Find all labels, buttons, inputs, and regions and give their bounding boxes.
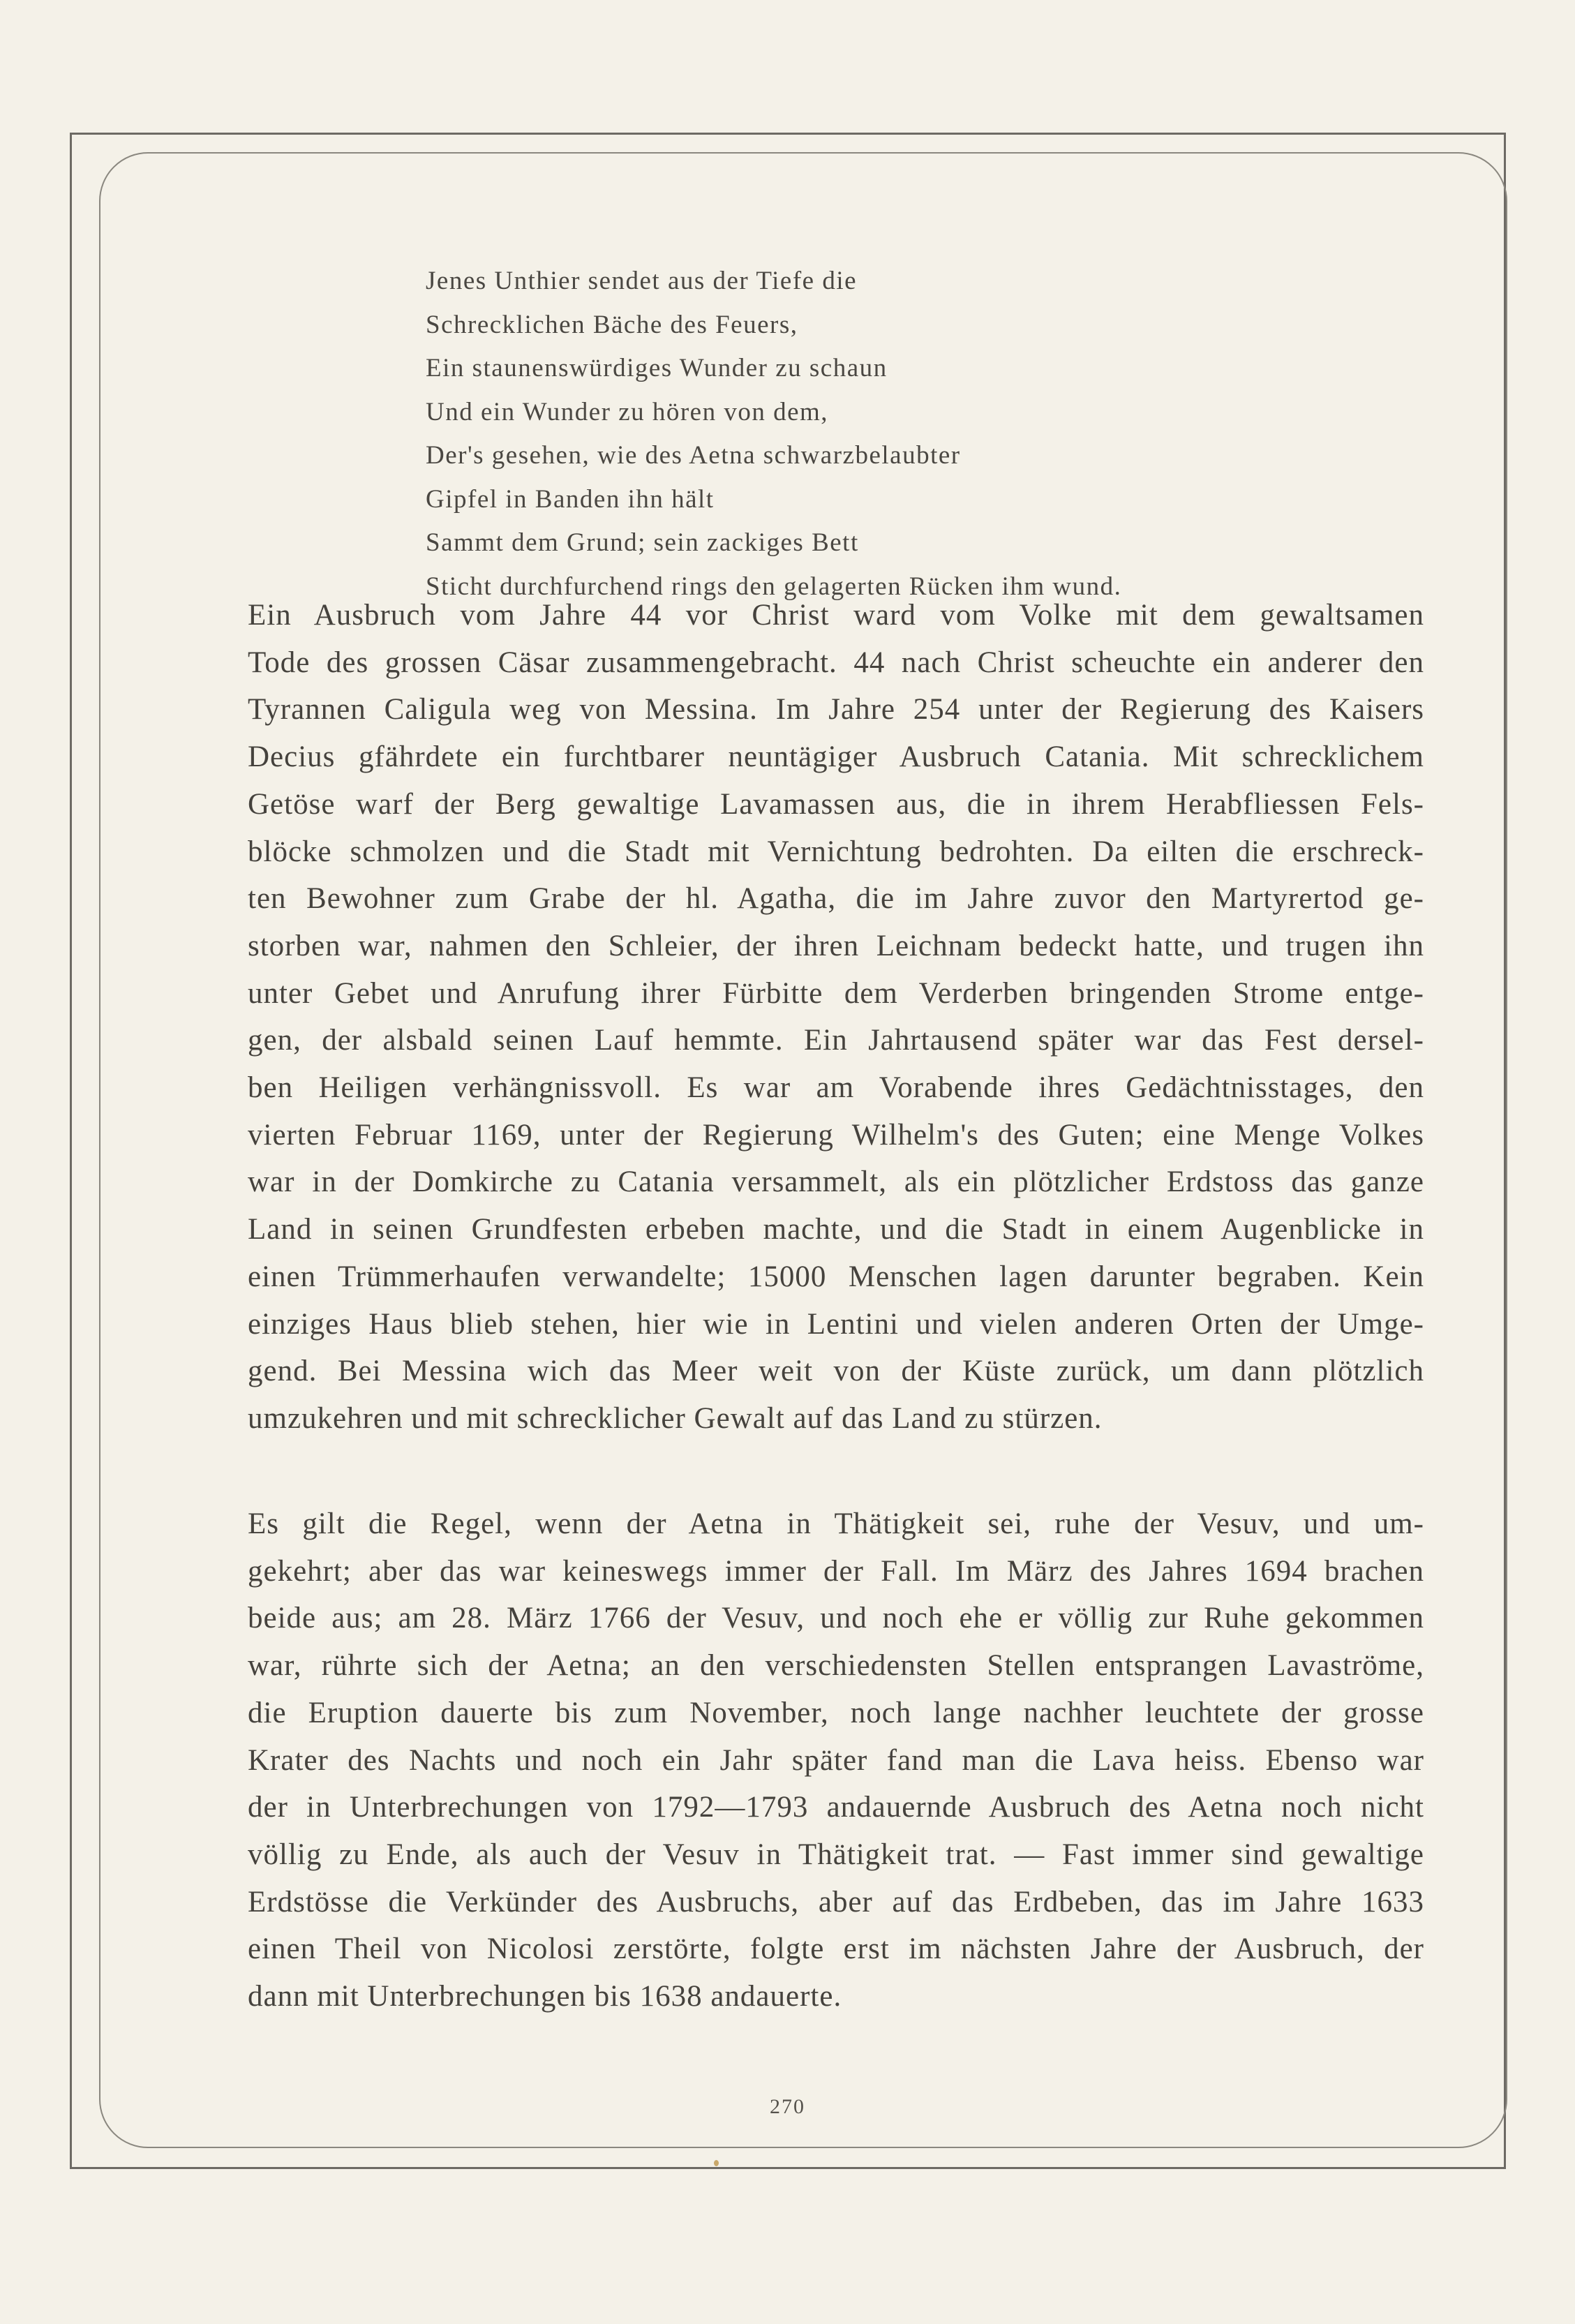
paragraph-line: Tyrannen Caligula weg von Messina. Im Jahre 254 unter der Regierung des Kaisers xyxy=(248,693,1424,727)
paragraph-line: war in der Domkirche zu Catania versammelt, als ein plötzlicher Erdstoss das ganze xyxy=(248,1165,1424,1199)
paragraph-line: Getöse warf der Berg gewaltige Lavamassen aus, die in ihrem Herabfliessen Fels- xyxy=(248,787,1424,821)
poem-block xyxy=(426,260,1333,609)
paragraph-line: Ein Ausbruch vom Jahre 44 vor Christ ward vom Volke mit dem gewaltsamen xyxy=(248,599,1424,632)
paragraph-line: einen Theil von Nicolosi zerstörte, folgte erst im nächsten Jahre der Ausbruch, der xyxy=(248,1932,1424,1966)
paragraph-line: einen Trümmerhaufen verwandelte; 15000 Menschen lagen darunter begraben. Kein xyxy=(248,1260,1424,1293)
poem-line: Ein staunenswürdiges Wunder zu schaun xyxy=(426,354,888,382)
page-number: 270 xyxy=(770,2095,805,2118)
poem-line: Schrecklichen Bäche des Feuers, xyxy=(426,310,798,339)
paragraph-line: beide aus; am 28. März 1766 der Vesuv, und noch ehe er völlig zur Ruhe gekommen xyxy=(248,1602,1424,1635)
poem-line: Gipfel in Banden ihn hält xyxy=(426,484,715,514)
paragraph-line: umzukehren und mit schrecklicher Gewalt auf das Land zu stürzen. xyxy=(248,1401,1103,1435)
paragraph-line: der in Unterbrechungen von 1792—1793 andauernde Ausbruch des Aetna noch nicht xyxy=(248,1791,1424,1824)
paragraph-line: völlig zu Ende, als auch der Vesuv in Thätigkeit trat. — Fast immer sind gewaltige xyxy=(248,1838,1424,1871)
paragraph-line: gend. Bei Messina wich das Meer weit von der Küste zurück, um dann plötzlich xyxy=(248,1355,1424,1388)
paragraph-line: Erdstösse die Verkünder des Ausbruchs, aber auf das Erdbeben, das im Jahre 1633 xyxy=(248,1885,1424,1919)
paragraph-1 xyxy=(248,592,1424,1443)
paragraph-line: Decius gfährdete ein furchtbarer neuntägiger Ausbruch Catania. Mit schrecklichem xyxy=(248,740,1424,774)
paragraph-line: war, rührte sich der Aetna; an den verschiedensten Stellen entsprangen Lavaströme, xyxy=(248,1649,1424,1683)
paragraph-line: blöcke schmolzen und die Stadt mit Vernichtung bedrohten. Da eilten die erschreck- xyxy=(248,835,1424,868)
paragraph-line: dann mit Unterbrechungen bis 1638 andauerte. xyxy=(248,1980,842,2013)
paragraph-line: Es gilt die Regel, wenn der Aetna in Thätigkeit sei, ruhe der Vesuv, und um- xyxy=(248,1507,1424,1540)
paper-speck xyxy=(714,2160,719,2166)
paragraph-line: vierten Februar 1169, unter der Regierung Wilhelm's des Guten; eine Menge Volkes xyxy=(248,1118,1424,1152)
paragraph-line: Land in seinen Grundfesten erbeben machte, und die Stadt in einem Augenblicke in xyxy=(248,1213,1424,1246)
paragraph-line: ten Bewohner zum Grabe der hl. Agatha, die im Jahre zuvor den Martyrertod ge- xyxy=(248,882,1424,916)
poem-line: Der's gesehen, wie des Aetna schwarzbelaubter xyxy=(426,441,961,470)
paragraph-line: storben war, nahmen den Schleier, der ihren Leichnam bedeckt hatte, und trugen ihn xyxy=(248,929,1424,962)
paragraph-line: Tode des grossen Cäsar zusammengebracht. 44 nach Christ scheuchte ein anderer den xyxy=(248,646,1424,679)
paragraph-line: ben Heiligen verhängnissvoll. Es war am Vorabende ihres Gedächtnisstages, den xyxy=(248,1071,1424,1105)
paragraph-line: gen, der alsbald seinen Lauf hemmte. Ein Jahrtausend später war das Fest dersel- xyxy=(248,1024,1424,1057)
paragraph-line: die Eruption dauerte bis zum November, noch lange nachher leuchtete der grosse xyxy=(248,1696,1424,1729)
poem-line: Und ein Wunder zu hören von dem, xyxy=(426,397,829,426)
poem-line: Jenes Unthier sendet aus der Tiefe die xyxy=(426,267,858,295)
paragraph-line: Krater des Nachts und noch ein Jahr später fand man die Lava heiss. Ebenso war xyxy=(248,1743,1424,1777)
paragraph-line: einziges Haus blieb stehen, hier wie in Lentini und vielen anderen Orten der Umge- xyxy=(248,1307,1424,1341)
paragraph-2 xyxy=(248,1500,1424,2020)
paragraph-line: unter Gebet und Anrufung ihrer Fürbitte dem Verderben bringenden Strome entge- xyxy=(248,976,1424,1010)
paragraph-line: gekehrt; aber das war keineswegs immer der Fall. Im März des Jahres 1694 brachen xyxy=(248,1554,1424,1588)
poem-line: Sammt dem Grund; sein zackiges Bett xyxy=(426,528,859,557)
poem-line: Sticht durchfurchend rings den gelagerten Rücken ihm wund. xyxy=(426,572,1122,601)
